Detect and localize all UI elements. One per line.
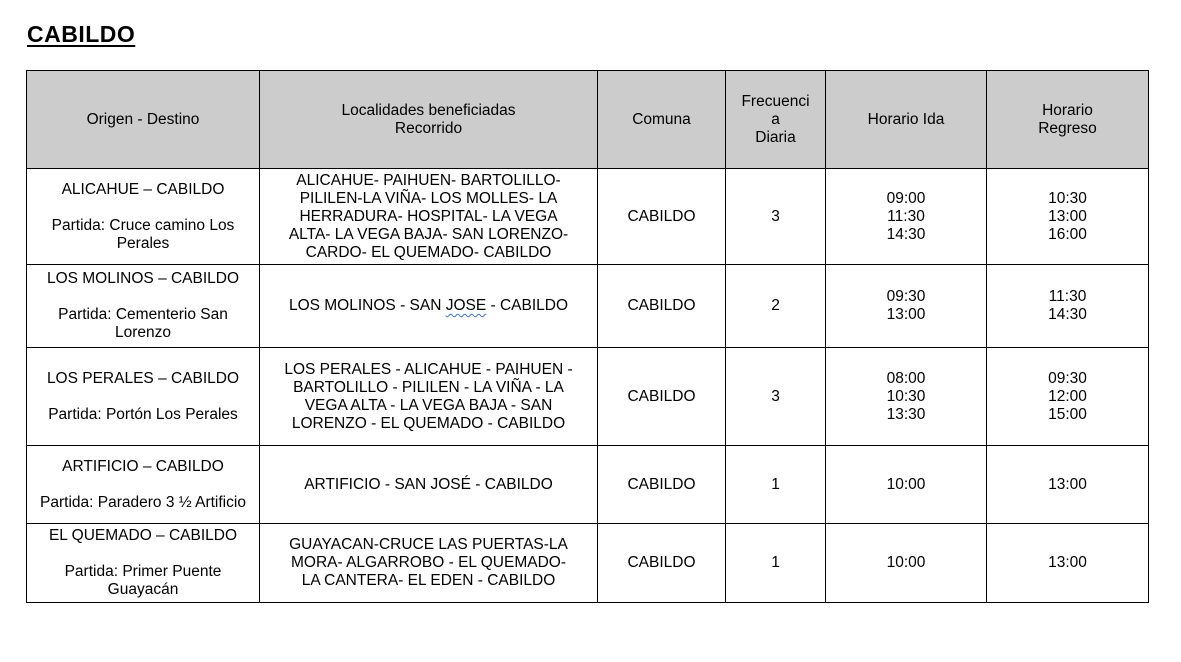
header-horario-regreso: Horario Regreso bbox=[987, 71, 1149, 169]
departure-point: Partida: Cementerio San Lorenzo bbox=[58, 306, 228, 341]
departure-times-cell: 10:00 bbox=[826, 524, 987, 603]
departure-times-cell: 08:00 10:30 13:30 bbox=[826, 348, 987, 446]
return-times-cell: 09:30 12:00 15:00 bbox=[987, 348, 1149, 446]
localities-cell: GUAYACAN-CRUCE LAS PUERTAS-LA MORA- ALGARROBO - EL QUEMADO- LA CANTERA- EL EDEN - CABILDO bbox=[260, 524, 598, 603]
header-localidades: Localidades beneficiadas Recorrido bbox=[260, 71, 598, 169]
departure-times-cell: 10:00 bbox=[826, 446, 987, 524]
frequency-cell: 3 bbox=[726, 169, 826, 265]
frequency-cell: 3 bbox=[726, 348, 826, 446]
comuna-cell: CABILDO bbox=[598, 265, 726, 348]
route-name: ALICAHUE – CABILDO bbox=[61, 180, 225, 198]
departure-times-cell: 09:30 13:00 bbox=[826, 265, 987, 348]
header-frecuencia: Frecuenci a Diaria bbox=[726, 71, 826, 169]
comuna-cell: CABILDO bbox=[598, 446, 726, 524]
route-name: LOS MOLINOS – CABILDO bbox=[46, 270, 240, 287]
header-comuna: Comuna bbox=[598, 71, 726, 169]
return-times-cell: 11:30 14:30 bbox=[987, 265, 1149, 348]
route-name: ARTIFICIO – CABILDO bbox=[62, 457, 224, 475]
comuna-cell: CABILDO bbox=[598, 524, 726, 603]
origin-cell bbox=[27, 348, 260, 446]
frequency-cell: 1 bbox=[726, 446, 826, 524]
frequency-cell: 2 bbox=[726, 265, 826, 348]
return-times-cell: 13:00 bbox=[987, 446, 1149, 524]
localities-cell: ALICAHUE- PAIHUEN- BARTOLILLO- PILILEN-LA VIÑA- LOS MOLLES- LA HERRADURA- HOSPITAL- LA VEGA ALTA- LA VEGA BAJA- SAN LORENZO- CARDO- EL QUEMADO- CABILDO bbox=[260, 169, 598, 265]
page-title: CABILDO bbox=[27, 21, 136, 47]
table-row bbox=[27, 524, 1149, 603]
origin-cell bbox=[27, 169, 260, 265]
route-name: EL QUEMADO – CABILDO bbox=[48, 527, 238, 544]
return-times-cell: 10:30 13:00 16:00 bbox=[987, 169, 1149, 265]
departure-times-cell: 09:00 11:30 14:30 bbox=[826, 169, 987, 265]
origin-cell bbox=[27, 524, 260, 603]
departure-point: Partida: Paradero 3 ½ Artificio bbox=[40, 493, 246, 511]
localities-cell: LOS MOLINOS - SAN JOSE - CABILDO bbox=[260, 265, 598, 348]
table-row bbox=[27, 169, 1149, 265]
comuna-cell: CABILDO bbox=[598, 169, 726, 265]
origin-cell bbox=[27, 446, 260, 524]
departure-point: Partida: Portón Los Perales bbox=[48, 405, 238, 423]
route-name: LOS PERALES – CABILDO bbox=[46, 369, 240, 387]
table-row bbox=[27, 446, 1149, 524]
localities-cell: ARTIFICIO - SAN JOSÉ - CABILDO bbox=[260, 446, 598, 524]
localities-cell: LOS PERALES - ALICAHUE - PAIHUEN - BARTOLILLO - PILILEN - LA VIÑA - LA VEGA ALTA - LA VEGA BAJA - SAN LORENZO - EL QUEMADO - CABILDO bbox=[260, 348, 598, 446]
header-origen-destino: Origen - Destino bbox=[27, 71, 260, 169]
table-header-row bbox=[27, 71, 1149, 169]
spellcheck-underlined-word: JOSE bbox=[445, 297, 487, 314]
schedule-table bbox=[26, 70, 1149, 603]
table-row bbox=[27, 348, 1149, 446]
return-times-cell: 13:00 bbox=[987, 524, 1149, 603]
comuna-cell: CABILDO bbox=[598, 348, 726, 446]
frequency-cell: 1 bbox=[726, 524, 826, 603]
departure-point: Partida: Primer Puente Guayacán bbox=[64, 563, 222, 598]
departure-point: Partida: Cruce camino Los Perales bbox=[51, 216, 235, 252]
table-row bbox=[27, 265, 1149, 348]
header-horario-ida: Horario Ida bbox=[826, 71, 987, 169]
origin-cell bbox=[27, 265, 260, 348]
